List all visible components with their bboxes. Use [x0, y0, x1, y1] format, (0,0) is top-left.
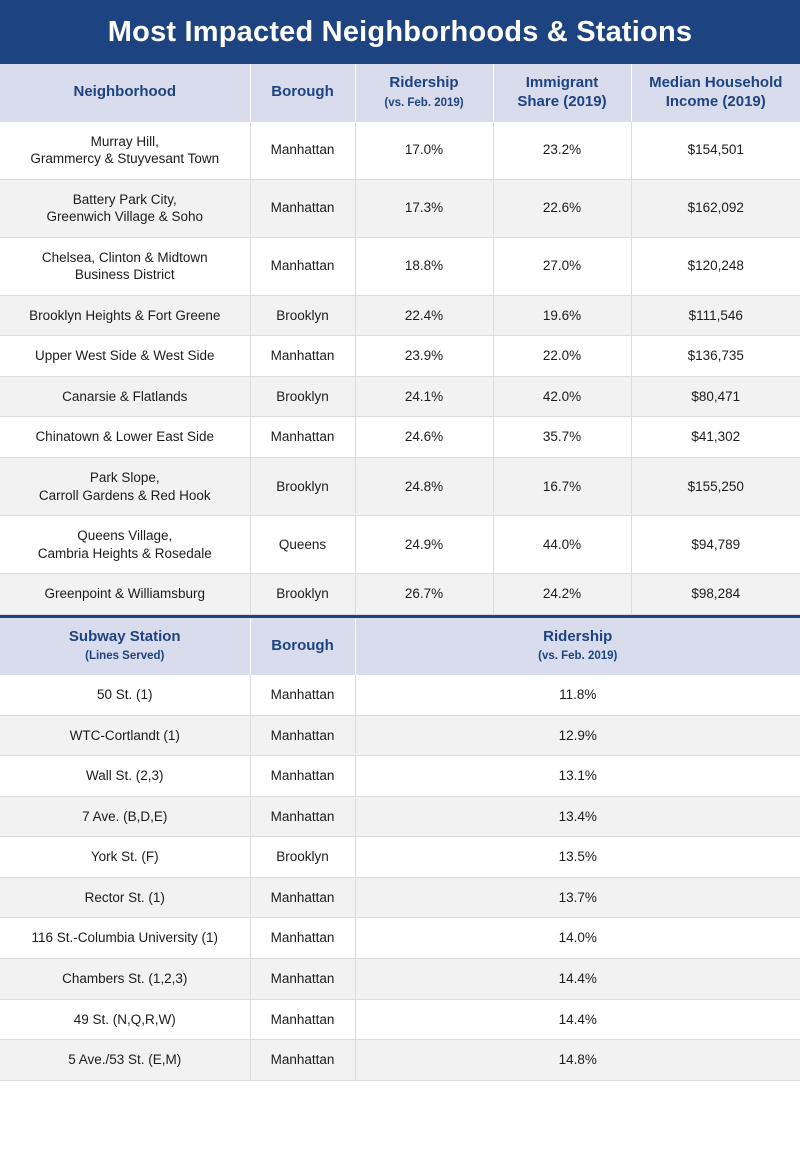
cell-station-ridership: 14.8% [355, 1040, 800, 1081]
cell-station-borough: Brooklyn [250, 837, 355, 878]
column-header-median-income [631, 64, 800, 122]
cell-median-income: $162,092 [631, 179, 800, 237]
table-row [0, 376, 800, 417]
cell-station-ridership: 13.1% [355, 756, 800, 797]
cell-neighborhood: Canarsie & Flatlands [0, 376, 250, 417]
cell-subway-station: Wall St. (2,3) [0, 756, 250, 797]
column-header-borough-label: Borough [271, 83, 334, 101]
cell-neighborhood: Chinatown & Lower East Side [0, 417, 250, 458]
station-table-body [0, 675, 800, 1080]
cell-ridership: 23.9% [355, 336, 493, 377]
cell-immigrant-share: 35.7% [493, 417, 631, 458]
cell-neighborhood: Park Slope, Carroll Gardens & Red Hook [0, 457, 250, 515]
cell-median-income: $155,250 [631, 457, 800, 515]
cell-median-income: $80,471 [631, 376, 800, 417]
cell-subway-station: 7 Ave. (B,D,E) [0, 796, 250, 837]
cell-immigrant-share: 19.6% [493, 295, 631, 336]
cell-immigrant-share: 44.0% [493, 516, 631, 574]
cell-immigrant-share: 23.2% [493, 122, 631, 180]
cell-ridership: 24.1% [355, 376, 493, 417]
cell-median-income: $111,546 [631, 295, 800, 336]
table-row [0, 999, 800, 1040]
column-header-station-ridership [355, 616, 800, 675]
column-header-subway-station-label: Subway Station [68, 627, 181, 645]
cell-borough: Brooklyn [250, 295, 355, 336]
column-header-neighborhood-label: Neighborhood [73, 83, 176, 101]
column-header-immigrant-share-label: Immigrant [525, 74, 599, 91]
table-row [0, 918, 800, 959]
cell-station-ridership: 14.0% [355, 918, 800, 959]
cell-immigrant-share: 22.0% [493, 336, 631, 377]
cell-immigrant-share: 24.2% [493, 574, 631, 615]
column-header-station-ridership-label: Ridership [543, 627, 613, 645]
cell-station-borough: Manhattan [250, 675, 355, 715]
table-row [0, 122, 800, 180]
cell-ridership: 17.3% [355, 179, 493, 237]
cell-ridership: 24.8% [355, 457, 493, 515]
cell-ridership: 26.7% [355, 574, 493, 615]
column-header-immigrant-share-sub: Share (2019) [517, 92, 607, 110]
cell-median-income: $98,284 [631, 574, 800, 615]
cell-neighborhood: Murray Hill, Grammercy & Stuyvesant Town [0, 122, 250, 180]
cell-neighborhood: Upper West Side & West Side [0, 336, 250, 377]
cell-subway-station: WTC-Cortlandt (1) [0, 715, 250, 756]
column-header-station-borough-label: Borough [271, 637, 334, 655]
neighborhood-table-body [0, 122, 800, 615]
cell-station-borough: Manhattan [250, 796, 355, 837]
station-table-header [0, 616, 800, 675]
column-header-subway-station-sub: (Lines Served) [85, 650, 165, 663]
cell-immigrant-share: 16.7% [493, 457, 631, 515]
cell-borough: Brooklyn [250, 574, 355, 615]
cell-neighborhood: Chelsea, Clinton & Midtown Business District [0, 237, 250, 295]
neighborhood-table [0, 64, 800, 615]
table-row [0, 959, 800, 1000]
cell-station-ridership: 12.9% [355, 715, 800, 756]
cell-borough: Manhattan [250, 336, 355, 377]
cell-borough: Manhattan [250, 417, 355, 458]
table-row [0, 837, 800, 878]
table-row [0, 417, 800, 458]
column-header-neighborhood [0, 64, 250, 122]
cell-station-borough: Manhattan [250, 715, 355, 756]
cell-ridership: 24.6% [355, 417, 493, 458]
cell-borough: Manhattan [250, 179, 355, 237]
cell-median-income: $120,248 [631, 237, 800, 295]
table-row [0, 715, 800, 756]
column-header-borough [250, 64, 355, 122]
cell-subway-station: 5 Ave./53 St. (E,M) [0, 1040, 250, 1081]
cell-station-ridership: 13.7% [355, 877, 800, 918]
table-row [0, 336, 800, 377]
column-header-median-income-sub: Income (2019) [665, 92, 766, 110]
column-header-station-ridership-sub: (vs. Feb. 2019) [538, 650, 618, 663]
cell-subway-station: 116 St.-Columbia University (1) [0, 918, 250, 959]
page-title: Most Impacted Neighborhoods & Stations [107, 15, 693, 48]
cell-ridership: 17.0% [355, 122, 493, 180]
column-header-station-borough [250, 616, 355, 675]
cell-neighborhood: Battery Park City, Greenwich Village & Soho [0, 179, 250, 237]
column-header-median-income-label: Median Household [649, 74, 783, 91]
table-row [0, 877, 800, 918]
cell-subway-station: 49 St. (N,Q,R,W) [0, 999, 250, 1040]
column-header-immigrant-share [493, 64, 631, 122]
column-header-ridership-sub: (vs. Feb. 2019) [384, 96, 464, 109]
cell-neighborhood: Brooklyn Heights & Fort Greene [0, 295, 250, 336]
cell-subway-station: Rector St. (1) [0, 877, 250, 918]
table-row [0, 457, 800, 515]
cell-borough: Manhattan [250, 122, 355, 180]
table-row [0, 295, 800, 336]
table-row [0, 237, 800, 295]
cell-median-income: $136,735 [631, 336, 800, 377]
cell-neighborhood: Greenpoint & Williamsburg [0, 574, 250, 615]
table-row [0, 796, 800, 837]
column-header-ridership-label: Ridership [389, 74, 459, 91]
table-row [0, 756, 800, 797]
cell-neighborhood: Queens Village, Cambria Heights & Rosedale [0, 516, 250, 574]
cell-station-ridership: 11.8% [355, 675, 800, 715]
cell-station-borough: Manhattan [250, 877, 355, 918]
cell-immigrant-share: 22.6% [493, 179, 631, 237]
table-row [0, 1040, 800, 1081]
cell-subway-station: Chambers St. (1,2,3) [0, 959, 250, 1000]
cell-subway-station: 50 St. (1) [0, 675, 250, 715]
station-table [0, 615, 800, 1081]
cell-immigrant-share: 42.0% [493, 376, 631, 417]
column-header-ridership [355, 64, 493, 122]
cell-station-ridership: 13.4% [355, 796, 800, 837]
cell-station-ridership: 13.5% [355, 837, 800, 878]
cell-ridership: 18.8% [355, 237, 493, 295]
table-row [0, 574, 800, 615]
table-row [0, 675, 800, 715]
cell-station-borough: Manhattan [250, 1040, 355, 1081]
cell-immigrant-share: 27.0% [493, 237, 631, 295]
cell-borough: Queens [250, 516, 355, 574]
cell-station-borough: Manhattan [250, 756, 355, 797]
cell-median-income: $154,501 [631, 122, 800, 180]
cell-borough: Manhattan [250, 237, 355, 295]
cell-station-borough: Manhattan [250, 999, 355, 1040]
cell-station-borough: Manhattan [250, 959, 355, 1000]
cell-subway-station: York St. (F) [0, 837, 250, 878]
cell-ridership: 22.4% [355, 295, 493, 336]
cell-station-ridership: 14.4% [355, 959, 800, 1000]
table-row [0, 516, 800, 574]
cell-station-ridership: 14.4% [355, 999, 800, 1040]
cell-median-income: $94,789 [631, 516, 800, 574]
cell-median-income: $41,302 [631, 417, 800, 458]
table-row [0, 179, 800, 237]
title-bar [0, 0, 800, 64]
neighborhood-table-header [0, 64, 800, 122]
cell-borough: Brooklyn [250, 376, 355, 417]
cell-ridership: 24.9% [355, 516, 493, 574]
column-header-subway-station [0, 616, 250, 675]
cell-borough: Brooklyn [250, 457, 355, 515]
cell-station-borough: Manhattan [250, 918, 355, 959]
